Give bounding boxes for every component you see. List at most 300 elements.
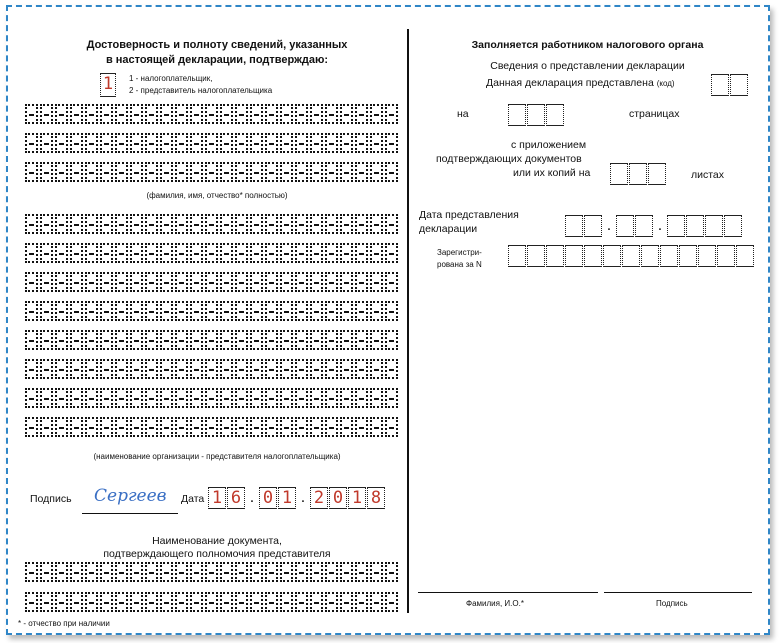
doc-row-cell[interactable] [175, 592, 188, 612]
org-row-cell[interactable] [115, 272, 128, 292]
org-row-cell[interactable] [160, 417, 173, 437]
fio-row-cell[interactable] [55, 162, 68, 182]
doc-row-cell[interactable] [265, 592, 278, 612]
org-row-cell[interactable] [115, 388, 128, 408]
org-row-cell[interactable] [145, 388, 158, 408]
fio-row-cell[interactable] [310, 104, 323, 124]
doc-row-cell[interactable] [70, 562, 83, 582]
date-day-2[interactable]: 6 [227, 487, 245, 509]
org-row-cell[interactable] [205, 359, 218, 379]
org-row-cell[interactable] [265, 301, 278, 321]
fio-row-cell[interactable] [340, 162, 353, 182]
fio-row-cell[interactable] [265, 133, 278, 153]
fio-row-cell[interactable] [70, 133, 83, 153]
org-row-cell[interactable] [385, 417, 398, 437]
org-row-cell[interactable] [130, 243, 143, 263]
org-row-cell[interactable] [175, 417, 188, 437]
org-row-cell[interactable] [265, 214, 278, 234]
org-row-cell[interactable] [160, 388, 173, 408]
org-row-cell[interactable] [340, 301, 353, 321]
org-row-cell[interactable] [70, 330, 83, 350]
org-row-cell[interactable] [310, 417, 323, 437]
org-row-cell[interactable] [220, 214, 233, 234]
org-row-cell[interactable] [25, 388, 38, 408]
org-row-cell[interactable] [385, 330, 398, 350]
org-row-cell[interactable] [205, 272, 218, 292]
org-row-cell[interactable] [70, 243, 83, 263]
org-row-cell[interactable] [250, 301, 263, 321]
org-row-cell[interactable] [160, 330, 173, 350]
sign-date-field[interactable] [208, 487, 385, 509]
fio-row-cell[interactable] [385, 104, 398, 124]
fio-row-cell[interactable] [160, 104, 173, 124]
org-row-cell[interactable] [130, 359, 143, 379]
fio-row-cell[interactable] [145, 162, 158, 182]
submit-date-cell[interactable] [667, 215, 685, 237]
org-row-cell[interactable] [70, 272, 83, 292]
org-row-cell[interactable] [40, 359, 53, 379]
org-row-cell[interactable] [160, 359, 173, 379]
presented-code-field[interactable] [711, 74, 748, 96]
fio-row-cell[interactable] [40, 104, 53, 124]
org-row-cell[interactable] [250, 417, 263, 437]
org-row-cell[interactable] [190, 272, 203, 292]
fio-row-cell[interactable] [295, 162, 308, 182]
org-row-cell[interactable] [310, 243, 323, 263]
doc-row-cell[interactable] [55, 562, 68, 582]
registration-number-cell[interactable] [527, 245, 545, 267]
org-row-cell[interactable] [220, 417, 233, 437]
org-row-cell[interactable] [205, 330, 218, 350]
org-row-cell[interactable] [265, 272, 278, 292]
date-year-1[interactable]: 2 [310, 487, 328, 509]
org-row-cell[interactable] [85, 330, 98, 350]
fio-row-cell[interactable] [130, 162, 143, 182]
org-row-cell[interactable] [175, 359, 188, 379]
org-row-cell[interactable] [310, 214, 323, 234]
fio-row-cell[interactable] [85, 104, 98, 124]
org-row-cell[interactable] [355, 272, 368, 292]
org-row-cell[interactable] [85, 417, 98, 437]
fio-row-cell[interactable] [295, 104, 308, 124]
fio-row-cell[interactable] [85, 133, 98, 153]
doc-row-cell[interactable] [205, 562, 218, 582]
org-row-cell[interactable] [310, 301, 323, 321]
fio-row-cell[interactable] [160, 162, 173, 182]
doc-row-cell[interactable] [160, 562, 173, 582]
org-row-cell[interactable] [160, 272, 173, 292]
doc-row-cell[interactable] [280, 562, 293, 582]
org-row-cell[interactable] [190, 417, 203, 437]
org-row-cell[interactable] [100, 388, 113, 408]
fio-row-cell[interactable] [115, 162, 128, 182]
org-row-cell[interactable] [130, 301, 143, 321]
org-row-cell[interactable] [340, 272, 353, 292]
org-row-cell[interactable] [55, 301, 68, 321]
org-row-cell[interactable] [280, 243, 293, 263]
org-row-cell[interactable] [130, 272, 143, 292]
org-row-cell[interactable] [205, 301, 218, 321]
org-row-cell[interactable] [55, 272, 68, 292]
org-row-cell[interactable] [25, 359, 38, 379]
org-row-cell[interactable] [235, 243, 248, 263]
doc-row-cell[interactable] [175, 562, 188, 582]
doc-row-cell[interactable] [280, 592, 293, 612]
org-row-cell[interactable] [310, 272, 323, 292]
org-row-cell[interactable] [340, 359, 353, 379]
doc-row-cell[interactable] [130, 592, 143, 612]
doc-row-cell[interactable] [40, 562, 53, 582]
fio-row-cell[interactable] [55, 133, 68, 153]
org-row-cell[interactable] [115, 359, 128, 379]
org-row[interactable] [25, 330, 398, 350]
org-row-cell[interactable] [325, 214, 338, 234]
org-row-cell[interactable] [370, 417, 383, 437]
fio-row-cell[interactable] [235, 162, 248, 182]
doc-row-cell[interactable] [295, 562, 308, 582]
fio-row-cell[interactable] [385, 162, 398, 182]
org-row-cell[interactable] [265, 330, 278, 350]
org-row-cell[interactable] [175, 330, 188, 350]
org-row-cell[interactable] [250, 388, 263, 408]
org-row-cell[interactable] [145, 272, 158, 292]
org-row-cell[interactable] [175, 388, 188, 408]
org-row-cell[interactable] [265, 243, 278, 263]
org-row-cell[interactable] [100, 417, 113, 437]
sheets-cell[interactable] [610, 163, 628, 185]
org-row-cell[interactable] [205, 388, 218, 408]
org-row-cell[interactable] [145, 359, 158, 379]
date-month-1[interactable]: 0 [259, 487, 277, 509]
fio-row-cell[interactable] [235, 104, 248, 124]
org-row-cell[interactable] [325, 243, 338, 263]
doc-row-cell[interactable] [310, 562, 323, 582]
org-row-cell[interactable] [235, 214, 248, 234]
fio-row[interactable] [25, 104, 398, 124]
org-row-cell[interactable] [100, 359, 113, 379]
doc-row-cell[interactable] [370, 592, 383, 612]
fio-row-cell[interactable] [175, 104, 188, 124]
fio-row-cell[interactable] [250, 104, 263, 124]
org-row-cell[interactable] [175, 301, 188, 321]
date-day-1[interactable]: 1 [208, 487, 226, 509]
fio-row-cell[interactable] [355, 104, 368, 124]
org-row-cell[interactable] [55, 388, 68, 408]
doc-row-cell[interactable] [385, 562, 398, 582]
org-row-cell[interactable] [295, 214, 308, 234]
fio-row-cell[interactable] [190, 133, 203, 153]
org-row-cell[interactable] [385, 243, 398, 263]
org-row-cell[interactable] [190, 388, 203, 408]
fio-row-cell[interactable] [325, 133, 338, 153]
fio-row-cell[interactable] [265, 162, 278, 182]
org-row-cell[interactable] [25, 243, 38, 263]
sheets-cell[interactable] [629, 163, 647, 185]
org-row-cell[interactable] [235, 330, 248, 350]
org-row-cell[interactable] [145, 243, 158, 263]
org-row[interactable] [25, 301, 398, 321]
fio-row-cell[interactable] [205, 104, 218, 124]
fio-row-cell[interactable] [160, 133, 173, 153]
org-row-cell[interactable] [100, 272, 113, 292]
org-row-cell[interactable] [55, 417, 68, 437]
org-row-cell[interactable] [100, 301, 113, 321]
org-row-cell[interactable] [325, 272, 338, 292]
org-row-cell[interactable] [280, 359, 293, 379]
fio-row-cell[interactable] [370, 133, 383, 153]
registration-number-cell[interactable] [641, 245, 659, 267]
org-row-cell[interactable] [70, 301, 83, 321]
date-month-2[interactable]: 1 [278, 487, 296, 509]
registration-number-field[interactable] [508, 245, 754, 267]
org-row-cell[interactable] [220, 388, 233, 408]
org-row-cell[interactable] [355, 417, 368, 437]
doc-row-cell[interactable] [325, 562, 338, 582]
fio-row-cell[interactable] [220, 133, 233, 153]
doc-row[interactable] [25, 562, 398, 582]
org-row-cell[interactable] [310, 330, 323, 350]
org-row-cell[interactable] [145, 301, 158, 321]
org-row-cell[interactable] [385, 214, 398, 234]
fio-row-cell[interactable] [25, 104, 38, 124]
org-row-cell[interactable] [295, 301, 308, 321]
org-row-cell[interactable] [295, 388, 308, 408]
fio-row-cell[interactable] [175, 133, 188, 153]
org-row-cell[interactable] [205, 243, 218, 263]
org-row-cell[interactable] [220, 301, 233, 321]
org-row[interactable] [25, 272, 398, 292]
doc-row-cell[interactable] [25, 562, 38, 582]
confirm-code-cell[interactable]: 1 [100, 73, 116, 97]
fio-row-cell[interactable] [325, 162, 338, 182]
fio-row-cell[interactable] [370, 162, 383, 182]
org-row-cell[interactable] [235, 388, 248, 408]
registration-number-cell[interactable] [679, 245, 697, 267]
submit-date-cell[interactable] [686, 215, 704, 237]
fio-row-cell[interactable] [130, 104, 143, 124]
org-row-cell[interactable] [85, 388, 98, 408]
org-row-cell[interactable] [40, 388, 53, 408]
org-row[interactable] [25, 243, 398, 263]
org-row-cell[interactable] [385, 272, 398, 292]
registration-number-cell[interactable] [508, 245, 526, 267]
org-row-cell[interactable] [145, 214, 158, 234]
org-row-cell[interactable] [205, 214, 218, 234]
doc-row-cell[interactable] [385, 592, 398, 612]
doc-row-cell[interactable] [190, 562, 203, 582]
doc-row-cell[interactable] [115, 562, 128, 582]
org-row-cell[interactable] [235, 301, 248, 321]
doc-row-cell[interactable] [130, 562, 143, 582]
fio-row-cell[interactable] [205, 133, 218, 153]
org-row-cell[interactable] [40, 243, 53, 263]
org-row-cell[interactable] [280, 330, 293, 350]
doc-row-cell[interactable] [310, 592, 323, 612]
doc-row-cell[interactable] [355, 592, 368, 612]
doc-row-cell[interactable] [100, 562, 113, 582]
org-row-cell[interactable] [55, 214, 68, 234]
org-row-cell[interactable] [175, 214, 188, 234]
registration-number-cell[interactable] [603, 245, 621, 267]
org-row-cell[interactable] [25, 417, 38, 437]
doc-row-cell[interactable] [250, 562, 263, 582]
org-row-cell[interactable] [325, 417, 338, 437]
pages-cell[interactable] [508, 104, 526, 126]
date-year-4[interactable]: 8 [367, 487, 385, 509]
org-row-cell[interactable] [370, 330, 383, 350]
org-row[interactable] [25, 359, 398, 379]
org-row-cell[interactable] [340, 330, 353, 350]
org-row-cell[interactable] [115, 243, 128, 263]
fio-row-cell[interactable] [220, 162, 233, 182]
submit-date-cell[interactable] [724, 215, 742, 237]
org-row-cell[interactable] [310, 388, 323, 408]
fio-row-cell[interactable] [265, 104, 278, 124]
fio-row[interactable] [25, 162, 398, 182]
org-row-cell[interactable] [40, 330, 53, 350]
doc-row-cell[interactable] [85, 592, 98, 612]
fio-row-cell[interactable] [340, 133, 353, 153]
fio-row-cell[interactable] [190, 104, 203, 124]
fio-row-cell[interactable] [190, 162, 203, 182]
fio-row-cell[interactable] [85, 162, 98, 182]
org-row-cell[interactable] [115, 417, 128, 437]
fio-row-cell[interactable] [355, 133, 368, 153]
org-row-cell[interactable] [295, 243, 308, 263]
org-row-cell[interactable] [370, 301, 383, 321]
fio-row-cell[interactable] [235, 133, 248, 153]
doc-row-cell[interactable] [25, 592, 38, 612]
org-row[interactable] [25, 417, 398, 437]
org-row-cell[interactable] [70, 214, 83, 234]
org-row-cell[interactable] [355, 301, 368, 321]
doc-row-cell[interactable] [70, 592, 83, 612]
date-year-2[interactable]: 0 [329, 487, 347, 509]
org-row-cell[interactable] [130, 214, 143, 234]
org-row-cell[interactable] [280, 301, 293, 321]
fio-row-cell[interactable] [205, 162, 218, 182]
org-row-cell[interactable] [70, 388, 83, 408]
org-row-cell[interactable] [340, 388, 353, 408]
org-row-cell[interactable] [220, 359, 233, 379]
fio-row-cell[interactable] [280, 133, 293, 153]
org-row-cell[interactable] [220, 272, 233, 292]
submit-date-cell[interactable] [565, 215, 583, 237]
org-row-cell[interactable] [310, 359, 323, 379]
org-row-cell[interactable] [250, 359, 263, 379]
org-row-cell[interactable] [55, 330, 68, 350]
org-row-cell[interactable] [325, 301, 338, 321]
fio-row-cell[interactable] [145, 133, 158, 153]
org-row-cell[interactable] [325, 359, 338, 379]
org-row-cell[interactable] [355, 214, 368, 234]
org-row-cell[interactable] [385, 301, 398, 321]
org-row-cell[interactable] [100, 330, 113, 350]
registration-number-cell[interactable] [717, 245, 735, 267]
org-row-cell[interactable] [325, 330, 338, 350]
org-row-cell[interactable] [70, 359, 83, 379]
org-row-cell[interactable] [25, 330, 38, 350]
fio-row-cell[interactable] [295, 133, 308, 153]
org-row-cell[interactable] [85, 272, 98, 292]
fio-row-cell[interactable] [145, 104, 158, 124]
sheets-field[interactable] [610, 163, 666, 185]
fio-row-cell[interactable] [340, 104, 353, 124]
doc-row-cell[interactable] [250, 592, 263, 612]
org-row-cell[interactable] [235, 417, 248, 437]
fio-row-cell[interactable] [250, 133, 263, 153]
org-row-cell[interactable] [280, 272, 293, 292]
fio-row-cell[interactable] [325, 104, 338, 124]
org-row-cell[interactable] [130, 388, 143, 408]
org-row-cell[interactable] [370, 243, 383, 263]
org-row-cell[interactable] [190, 330, 203, 350]
org-row-cell[interactable] [265, 388, 278, 408]
fio-row-cell[interactable] [310, 162, 323, 182]
doc-row-cell[interactable] [40, 592, 53, 612]
registration-number-cell[interactable] [584, 245, 602, 267]
org-row-cell[interactable] [355, 243, 368, 263]
fio-row-cell[interactable] [100, 162, 113, 182]
org-row-cell[interactable] [85, 301, 98, 321]
org-row-cell[interactable] [340, 417, 353, 437]
org-row[interactable] [25, 214, 398, 234]
doc-row-cell[interactable] [340, 592, 353, 612]
org-row-cell[interactable] [220, 330, 233, 350]
fio-row-cell[interactable] [280, 162, 293, 182]
fio-row-cell[interactable] [25, 162, 38, 182]
doc-row-cell[interactable] [145, 592, 158, 612]
org-row-cell[interactable] [175, 243, 188, 263]
org-row-cell[interactable] [160, 243, 173, 263]
org-row-cell[interactable] [250, 214, 263, 234]
doc-row-cell[interactable] [220, 562, 233, 582]
registration-number-cell[interactable] [546, 245, 564, 267]
org-row-cell[interactable] [25, 301, 38, 321]
doc-row-cell[interactable] [295, 592, 308, 612]
fio-row-cell[interactable] [70, 104, 83, 124]
registration-number-cell[interactable] [736, 245, 754, 267]
fio-row-cell[interactable] [115, 133, 128, 153]
org-row-cell[interactable] [115, 214, 128, 234]
fio-row-cell[interactable] [100, 133, 113, 153]
org-row-cell[interactable] [145, 330, 158, 350]
fio-row-cell[interactable] [220, 104, 233, 124]
doc-row-cell[interactable] [340, 562, 353, 582]
org-row-cell[interactable] [145, 417, 158, 437]
org-row-cell[interactable] [130, 417, 143, 437]
doc-row-cell[interactable] [355, 562, 368, 582]
org-row-cell[interactable] [40, 272, 53, 292]
org-row-cell[interactable] [220, 243, 233, 263]
org-row-cell[interactable] [190, 243, 203, 263]
org-row-cell[interactable] [190, 214, 203, 234]
doc-row-cell[interactable] [265, 562, 278, 582]
org-row-cell[interactable] [160, 214, 173, 234]
submit-date-field[interactable] [565, 215, 742, 237]
org-row-cell[interactable] [40, 417, 53, 437]
org-row-cell[interactable] [40, 214, 53, 234]
registration-number-cell[interactable] [622, 245, 640, 267]
doc-row-cell[interactable] [145, 562, 158, 582]
org-row-cell[interactable] [265, 359, 278, 379]
doc-row-cell[interactable] [205, 592, 218, 612]
org-row-cell[interactable] [250, 243, 263, 263]
signature-handwritten[interactable]: Сергеев [94, 486, 167, 506]
pages-cell[interactable] [527, 104, 545, 126]
submit-date-cell[interactable] [616, 215, 634, 237]
org-row-cell[interactable] [250, 272, 263, 292]
